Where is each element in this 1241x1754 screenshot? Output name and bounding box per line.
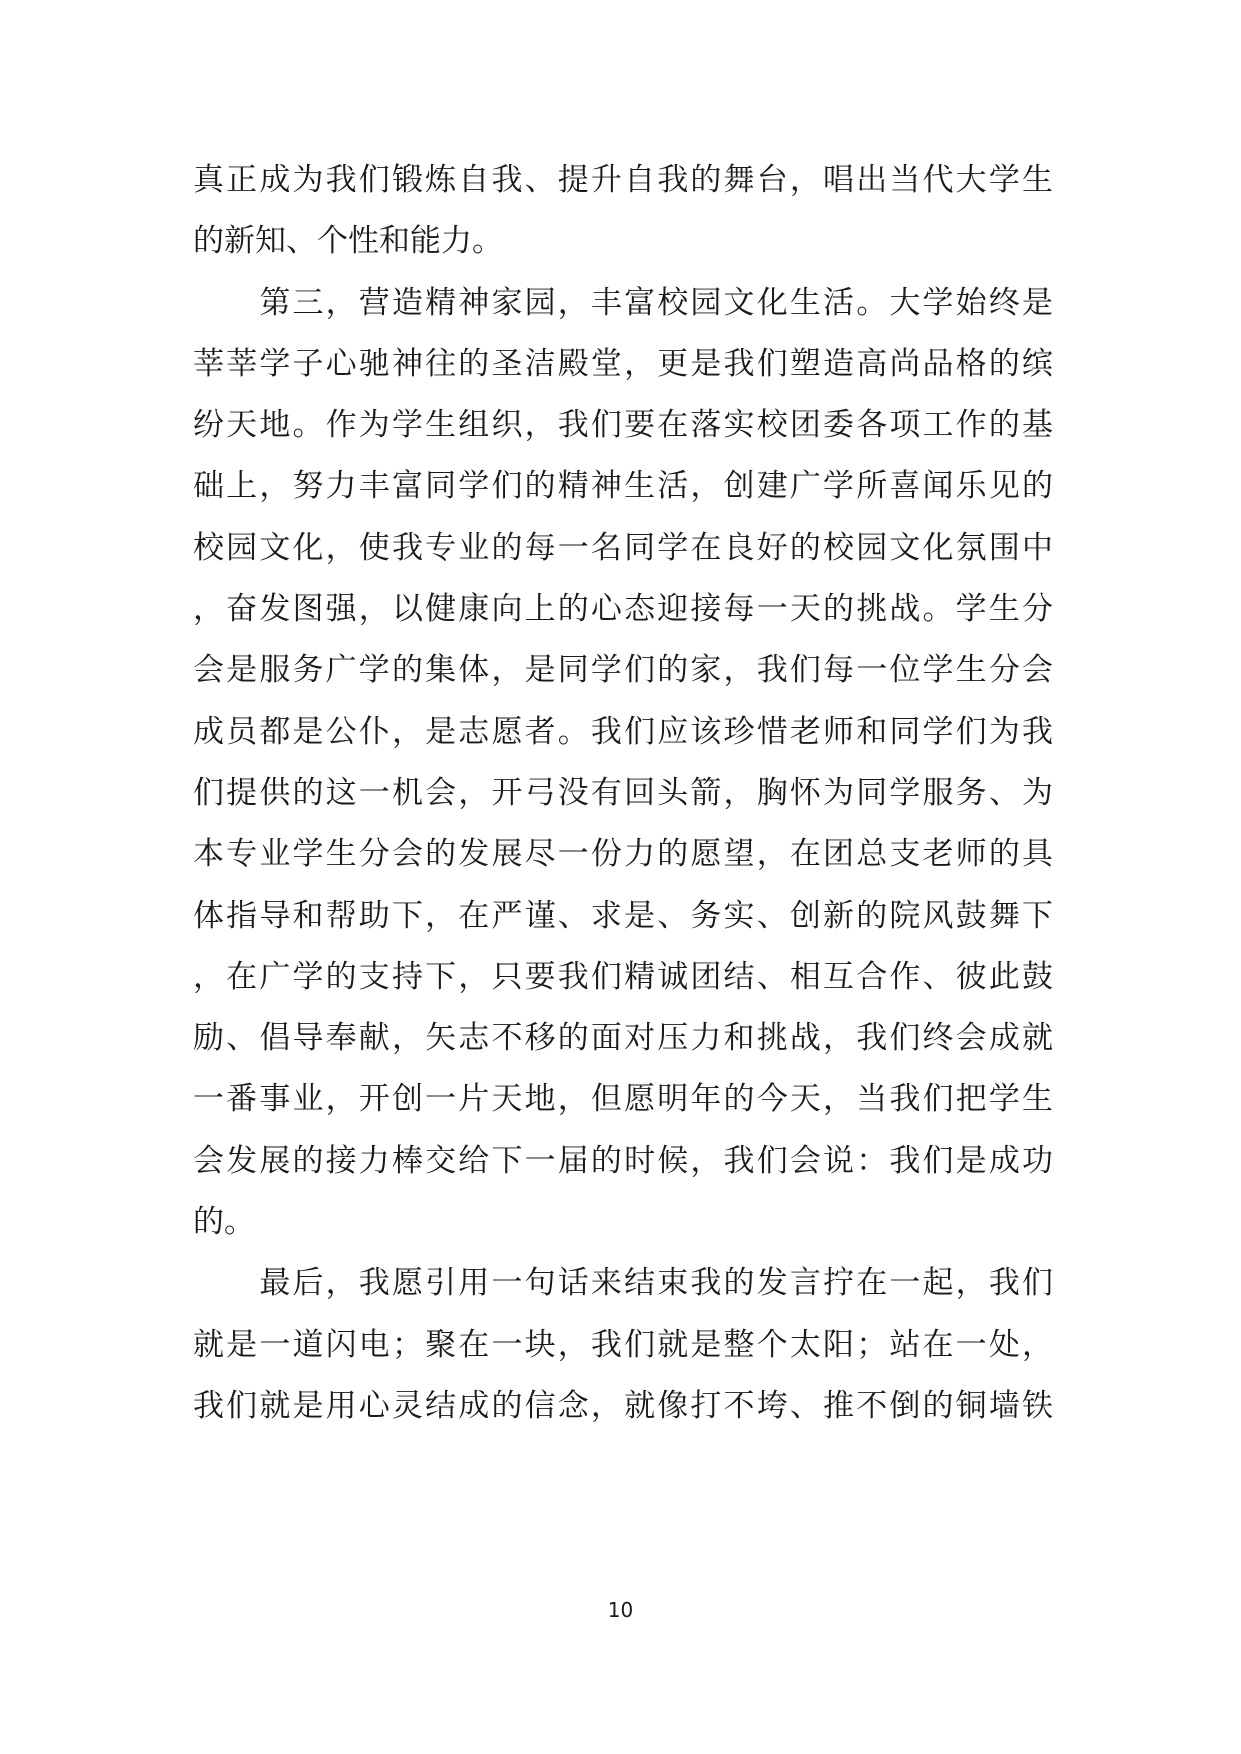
text-line: 就是一道闪电；聚在一块，我们就是整个太阳；站在一处， xyxy=(193,1326,1053,1363)
text-line: ，奋发图强，以健康向上的心态迎接每一天的挑战。学生分 xyxy=(193,591,1053,628)
text-line: 会是服务广学的集体，是同学们的家，我们每一位学生分会 xyxy=(193,652,1053,689)
text-line: 莘莘学子心驰神往的圣洁殿堂，更是我们塑造高尚品格的缤 xyxy=(193,345,1053,382)
text-line: 的新知、个性和能力。 xyxy=(193,223,503,260)
text-line: 真正成为我们锻炼自我、提升自我的舞台，唱出当代大学生 xyxy=(193,162,1053,198)
text-line: 成员都是公仆，是志愿者。我们应该珍惜老师和同学们为我 xyxy=(193,713,1053,750)
text-line: 体指导和帮助下，在严谨、求是、务实、创新的院风鼓舞下 xyxy=(193,897,1053,934)
text-line: 一番事业，开创一片天地，但愿明年的今天，当我们把学生 xyxy=(193,1081,1053,1118)
text-line: 最后，我愿引用一句话来结束我的发言拧在一起，我们 xyxy=(193,1265,1053,1302)
text-line: 励、倡导奉献，矢志不移的面对压力和挑战，我们终会成就 xyxy=(193,1020,1053,1057)
document-body xyxy=(193,150,1053,1437)
page-number: 10 xyxy=(607,1598,634,1622)
text-line: 们提供的这一机会，开弓没有回头箭，胸怀为同学服务、为 xyxy=(193,774,1053,811)
text-line: 础上，努力丰富同学们的精神生活，创建广学所喜闻乐见的 xyxy=(193,468,1053,505)
text-line: 本专业学生分会的发展尽一份力的愿望，在团总支老师的具 xyxy=(193,836,1053,873)
text-line: 的。 xyxy=(193,1204,255,1241)
text-line: 校园文化，使我专业的每一名同学在良好的校园文化氛围中 xyxy=(193,529,1053,566)
text-line: 我们就是用心灵结成的信念，就像打不垮、推不倒的铜墙铁 xyxy=(193,1387,1053,1424)
text-line: 会发展的接力棒交给下一届的时候，我们会说：我们是成功 xyxy=(193,1142,1053,1179)
text-line: ，在广学的支持下，只要我们精诚团结、相互合作、彼此鼓 xyxy=(193,958,1053,995)
text-line: 纷天地。作为学生组织，我们要在落实校团委各项工作的基 xyxy=(193,407,1053,444)
text-line: 第三，营造精神家园，丰富校园文化生活。大学始终是 xyxy=(193,284,1053,321)
